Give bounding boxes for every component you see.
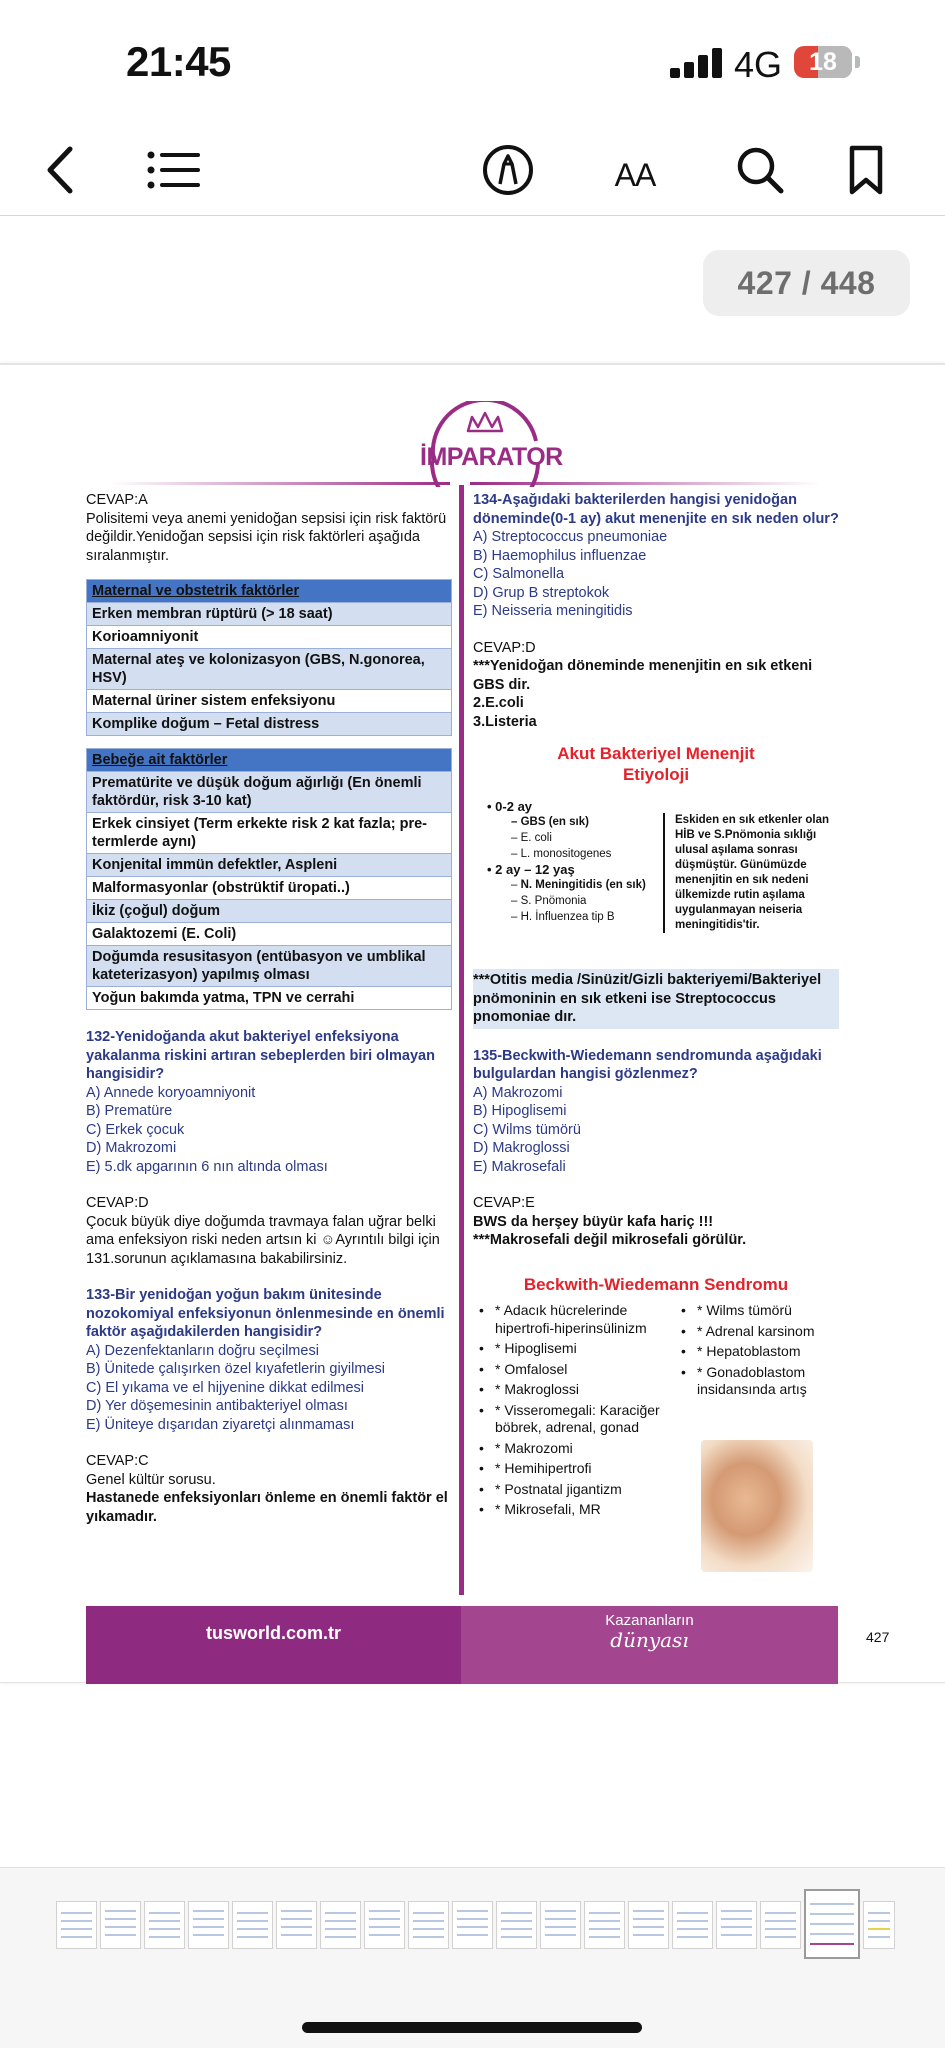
footer-slogan-line2: dünyası (610, 1628, 689, 1652)
toolbar-divider (0, 215, 945, 216)
table-cell: İkiz (çoğul) doğum (87, 900, 452, 923)
left-column (86, 491, 452, 1526)
explanation-135-2: ***Makrosefali değil mikrosefali görülür. (473, 1232, 747, 1248)
explanation-134-3: 3.Listeria (473, 713, 537, 730)
option: C) El yıkama ve el hijyenine dikkat edilmesi (86, 1379, 365, 1396)
logo-text: İMPARATOR (420, 443, 563, 471)
network-type: 4G (734, 44, 783, 85)
bws-item: • * Makroglossi (477, 1381, 677, 1399)
explanation-133: Genel kültür sorusu. (86, 1471, 216, 1488)
option: D) Makroglossi (473, 1140, 570, 1156)
table-cell: Maternal ateş ve kolonizasyon (GBS, N.gonorea, HSV) (87, 649, 452, 690)
option: D) Makrozomi (86, 1140, 177, 1156)
table-cell: Korioamniyonit (87, 626, 452, 649)
page-thumbnail[interactable] (540, 1901, 581, 1949)
page-thumbnail[interactable] (320, 1901, 361, 1949)
bws-item: • * Hemihipertrofi (477, 1460, 677, 1478)
maternal-risk-table (86, 579, 452, 736)
option: D) Yer döşemesinin antibakteriyel olması (86, 1398, 348, 1414)
list-icon (147, 150, 203, 190)
table-cell: Galaktozemi (E. Coli) (87, 923, 452, 946)
page-counter: 427 / 448 (703, 250, 910, 316)
publisher-logo (420, 401, 563, 487)
option: E) Makrosefali (473, 1158, 566, 1175)
page-thumbnail[interactable] (144, 1901, 185, 1949)
table-cell: Erken membran rüptürü (> 18 saat) (87, 603, 452, 626)
page-thumbnail[interactable] (584, 1901, 625, 1949)
slide-item: – N. Meningitidis (en sık) (511, 879, 646, 891)
answer-134: CEVAP:D (473, 639, 536, 656)
signal-icon (670, 48, 726, 78)
bws-left-list (477, 1302, 677, 1522)
question-133: 133-Bir yenidoğan yoğun bakım ünitesinde nozokomiyal enfeksiyonun önlenmesinde en önemli faktör aşağıdakilerden hangisidir? (86, 1287, 445, 1340)
otitis-note: ***Otitis media /Sinüzit/Gizli bakteriyemi/Bakteriyel pnömoninin en sık etkeni ise Streptococcus pnomoniae dır. (473, 969, 839, 1029)
slide-group: • 2 ay – 12 yaş (487, 862, 575, 877)
column-divider (459, 485, 464, 1595)
page-thumbnail[interactable] (364, 1901, 405, 1949)
explanation-134: ***Yenidoğan döneminde menenjitin en sık etkeni GBS dir. (473, 658, 813, 693)
meningitis-slide (473, 743, 839, 949)
slide-item: – L. monositogenes (511, 848, 612, 860)
table-cell: Malformasyonlar (obstrüktif üropati..) (87, 877, 452, 900)
page-thumbnail[interactable] (863, 1901, 895, 1949)
slide-group: • 0-2 ay (487, 799, 533, 814)
slide-item: – E. coli (511, 832, 552, 844)
infant-risk-table (86, 748, 452, 1010)
footer-slogan-line1: Kazananların (605, 1612, 694, 1629)
page-thumbnail[interactable] (496, 1901, 537, 1949)
answer-133: CEVAP:C (86, 1453, 149, 1469)
battery-icon (794, 46, 852, 78)
thumbnail-list (56, 1901, 898, 1951)
slide-item: – S. Pnömonia (511, 895, 587, 907)
slide-note: Eskiden en sık etkenler olan HİB ve S.Pnömonia sıklığı ulusal aşılama sonrası düşmüştür. Günümüzde menenjitin en sık nedeni ülkemizde rutin aşılama uygulanmayan neiseria meningitidis'tir. (663, 813, 839, 933)
footer-slogan-banner (461, 1606, 838, 1684)
page-thumbnail[interactable] (100, 1901, 141, 1949)
header-rule-left (110, 482, 450, 485)
chevron-left-icon (42, 145, 78, 195)
answer-132: CEVAP:D (86, 1195, 149, 1211)
table-header: Bebeğe ait faktörler (87, 749, 452, 772)
battery-tip (855, 56, 860, 68)
page-thumbnail[interactable] (188, 1901, 229, 1949)
page-thumbnail[interactable] (716, 1901, 757, 1949)
table-cell: Yoğun bakımda yatma, TPN ve cerrahi (87, 987, 452, 1010)
bws-item: • * Hepatoblastom (679, 1343, 839, 1361)
slide-subtitle: Etiyoloji (622, 765, 690, 784)
bws-item: • * Adrenal karsinom (679, 1323, 839, 1341)
page-thumbnail[interactable] (56, 1901, 97, 1949)
bws-item: • * Postnatal jigantizm (477, 1481, 677, 1499)
option: E) 5.dk apgarının 6 nın altında olması (86, 1158, 328, 1175)
page-thumbnail[interactable] (628, 1901, 669, 1949)
option: E) Üniteye dışarıdan ziyaretçi alınmaması (86, 1416, 355, 1433)
table-cell: Maternal üriner sistem enfeksiyonu (87, 690, 452, 713)
bws-item: • * Omfalosel (477, 1361, 677, 1379)
page-thumbnail[interactable] (408, 1901, 449, 1949)
option: C) Wilms tümörü (473, 1121, 581, 1138)
bws-item: • * Adacık hücrelerinde hipertrofi-hiperinsülinizm (477, 1302, 677, 1337)
table-cell: Erkek cinsiyet (Term erkekte risk 2 kat fazla; pre-termlerde aynı) (87, 813, 452, 854)
table-cell: Konjenital immün defektler, Aspleni (87, 854, 452, 877)
page-thumbnail[interactable] (760, 1901, 801, 1949)
bws-item: • * Mikrosefali, MR (477, 1501, 677, 1519)
page-thumbnail[interactable] (452, 1901, 493, 1949)
header-rule-right (470, 482, 820, 485)
bws-item: • * Visseromegali: Karaciğer böbrek, adrenal, gonad (477, 1402, 677, 1437)
bws-slide (473, 1276, 839, 1583)
question-134: 134-Aşağıdaki bakterilerden hangisi yenidoğan döneminde(0-1 ay) akut menenjite en sık neden olur? (473, 492, 839, 527)
option: D) Grup B streptokok (473, 584, 610, 601)
slide-title: Beckwith-Wiedemann Sendromu (523, 1274, 789, 1294)
explanation-135: BWS da herşey büyür kafa hariç !!! (473, 1213, 714, 1230)
bookmark-icon (848, 144, 884, 196)
infant-photo (701, 1440, 813, 1572)
option: B) Haemophilus influenzae (473, 547, 647, 564)
explanation-134-2: 2.E.coli (473, 695, 524, 711)
option: A) Streptococcus pneumoniae (473, 529, 668, 545)
current-page-thumbnail[interactable] (804, 1889, 860, 1959)
font-size-button[interactable] (600, 130, 670, 210)
table-header: Maternal ve obstetrik faktörler (87, 580, 452, 603)
option: E) Neisseria meningitidis (473, 603, 633, 619)
bws-item: • * Gonadoblastom insidansında artış (679, 1364, 839, 1399)
table-cell: Komplike doğum – Fetal distress (87, 713, 452, 736)
page-thumbnail[interactable] (232, 1901, 273, 1949)
back-button[interactable] (30, 130, 90, 210)
document-page[interactable] (0, 363, 945, 1683)
question-132: 132-Yenidoğanda akut bakteriyel enfeksiyona yakalanma riskini artıran sebeplerden biri olmayan hangisidir? (86, 1029, 435, 1082)
slide-title: Akut Bakteriyel Menenjit (557, 744, 755, 763)
search-icon (735, 145, 785, 195)
option: A) Makrozomi (473, 1084, 563, 1101)
option: B) Ünitede çalışırken özel kıyafetlerin giyilmesi (86, 1361, 385, 1377)
table-of-contents-button[interactable] (145, 130, 205, 210)
page-thumbnail[interactable] (276, 1901, 317, 1949)
explanation-132: Çocuk büyük diye doğumda travmaya falan uğrar belki ama enfeksiyon riski neden artsın ki ☺Ayrıntılı bilgi için 131.sorunun açıklamasına bakabilirsiniz. (86, 1213, 440, 1267)
search-button[interactable] (730, 130, 790, 210)
right-column (473, 491, 839, 1582)
question-135: 135-Beckwith-Wiedemann sendromunda aşağıdaki bulgulardan hangisi gözlenmez? (473, 1047, 822, 1082)
option: C) Salmonella (473, 566, 565, 582)
bws-right-list (679, 1302, 839, 1402)
slide-item: – H. İnfluenzea tip B (511, 911, 615, 923)
slide-item: – GBS (en sık) (511, 816, 589, 828)
bws-item: • * Hipoglisemi (477, 1340, 677, 1358)
footer-site-banner: tusworld.com.tr (86, 1606, 461, 1684)
font-size-label: AA (614, 157, 656, 193)
page-thumbnail[interactable] (672, 1901, 713, 1949)
pen-circle-icon (482, 144, 534, 196)
option: C) Erkek çocuk (86, 1121, 185, 1138)
home-indicator (302, 2022, 642, 2033)
bws-item: • * Wilms tümörü (679, 1302, 839, 1320)
answer-135: CEVAP:E (473, 1195, 535, 1211)
option: B) Prematüre (86, 1103, 173, 1119)
battery-level: 18 (809, 48, 837, 76)
status-time: 21:45 (126, 38, 231, 85)
option: A) Annede koryoamniyonit (86, 1084, 256, 1101)
bws-item: • * Makrozomi (477, 1440, 677, 1458)
explanation-131: Polisitemi veya anemi yenidoğan sepsisi için risk faktörü değildir.Yenidoğan sepsisi için risk faktörleri aşağıda sıralanmıştır. (86, 510, 447, 564)
table-cell: Prematürite ve düşük doğum ağırlığı (En önemli faktördür, risk 3-10 kat) (87, 772, 452, 813)
option: B) Hipoglisemi (473, 1103, 567, 1119)
answer-131: CEVAP:A (86, 492, 148, 508)
bookmark-button[interactable] (838, 130, 894, 210)
page-number: 427 (866, 1629, 890, 1645)
annotate-button[interactable] (478, 130, 538, 210)
thumbnail-strip[interactable] (0, 1867, 945, 2048)
explanation-133-bold: Hastanede enfeksiyonları önleme en önemli faktör el yıkamadır. (86, 1490, 448, 1525)
option: A) Dezenfektanların doğru seçilmesi (86, 1342, 319, 1359)
table-cell: Doğumda resusitasyon (entübasyon ve umblikal kateterizasyon) yapılmış olması (87, 946, 452, 987)
